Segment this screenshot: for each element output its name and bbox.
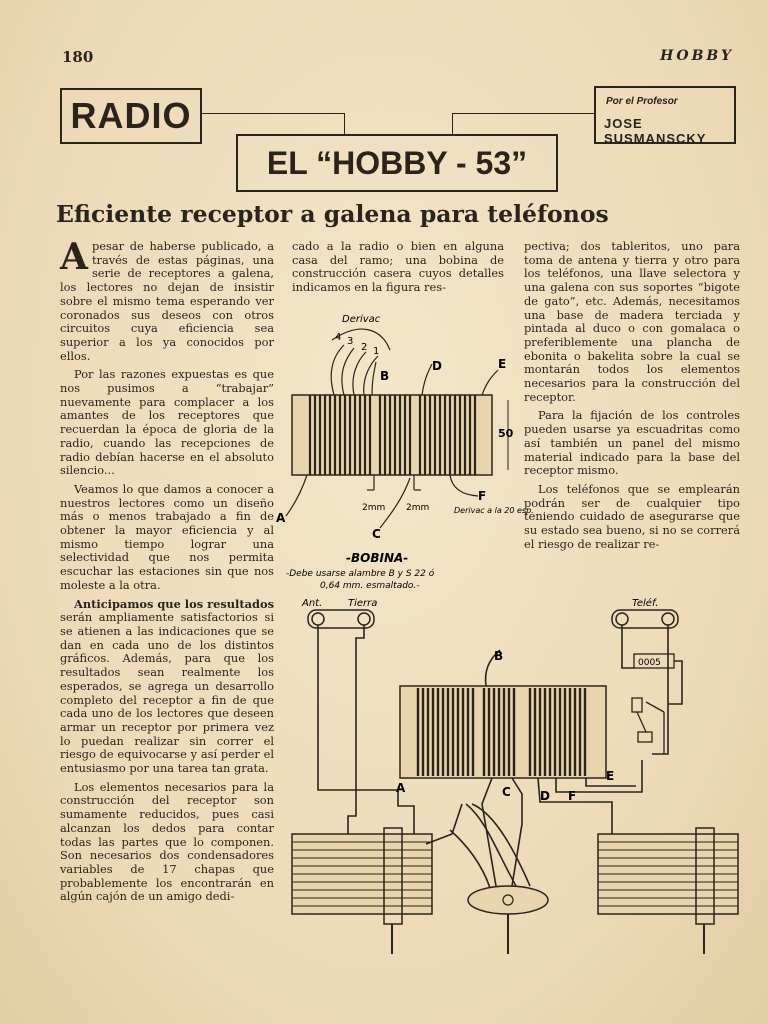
circuit-figure [286, 594, 748, 1018]
circuit-letter: A [396, 781, 406, 795]
coil-body [292, 395, 492, 475]
circuit-letter: D [540, 789, 550, 803]
tap-number: 1 [373, 346, 380, 357]
bold-lead: Anticipamos que los resultados [74, 596, 274, 611]
tap-number: 4 [335, 332, 342, 343]
paragraph: Los elementos necesarios para la construcción del receptor son sumamente reducidos, pues casi alcanzan los dedos para contar todas las partes que lo componen. Son necesarios dos condensadores variables de 17 chapas que probablemente los encontrarán en algún cajón de un amigo dedi- [60, 779, 274, 904]
article-title: EL “HOBBY - 53” [266, 145, 528, 181]
paragraph: Para la fijación de los controles pueden usarse ya escuadritas como así también un panel del mismo material indicado para la base del receptor mismo. [524, 408, 740, 478]
coil-caption-line: -Debe usarse alambre B y S 22 ó [286, 569, 435, 579]
section-label-box [60, 88, 202, 144]
gap-label: 2mm [362, 503, 386, 513]
page-number: 180 [62, 48, 94, 66]
running-head: HOBBY [660, 48, 734, 64]
tierra-label: Tierra [348, 598, 378, 609]
paragraph: pectiva; dos tableritos, uno para toma de antena y tierra y otro para los teléfonos, una llave selectora y una galena con sus soportes “bigote de gato”, etc. Además, necesitamos una base de madera terciada y pintada al duco o con gomalaca o preferiblemente una plancha de ebonita o bakelita sobre la cual se montarán todos los elementos necesarios para la construcción del receptor. [524, 239, 740, 404]
variable-capacitor-left [292, 828, 432, 954]
circuit-letter: C [502, 785, 511, 799]
author-name: JOSE SUSMANSCKY [604, 116, 707, 146]
paragraph: Por las razones expuestas es que nos pusimos a “trabajar” nuevamente para complacer a los amantes de los receptores que recuerdan la época de gloria de la radio, cuando las recepciones de radio debían hacerse en el absoluto silencio... [60, 367, 274, 478]
circuit-coil [400, 686, 606, 778]
title-box [236, 134, 558, 192]
author-box [594, 86, 736, 144]
ant-label: Ant. [302, 598, 323, 609]
condenser-label: 0005 [638, 658, 661, 668]
coil-letter: D [432, 359, 442, 373]
author-prefix: Por el Profesor [606, 96, 678, 107]
derivac-label: Derivac [342, 314, 381, 325]
section-label: RADIO [70, 95, 192, 136]
connector-right [452, 113, 595, 134]
coil-caption-title: -BOBINA- [346, 551, 409, 565]
text-column-2 [292, 240, 504, 300]
text-column-1 [60, 236, 274, 909]
paragraph: Los teléfonos que se emplearán podrán ser de cualquier tipo teniendo cuidado de asegurarse que su estado sea bueno, si no se correrá el riesgo de realizar re- [524, 481, 740, 551]
circuit-letter: E [606, 769, 615, 783]
gap-label: 2mm [406, 503, 430, 513]
coil-letter: C [372, 527, 381, 541]
dimension-label: 50 [498, 427, 514, 440]
circuit-letter: F [568, 789, 577, 803]
coil-letter: E [498, 357, 507, 371]
derivac-note: Derivac a la 20 esp. [454, 506, 534, 515]
crystal-detector [632, 698, 664, 754]
paragraph: Anticipamos que los resultados serán ampliamente satisfactorios si se atienen a las indicaciones que se dan en cada uno de los distintos gráficos. Además, para que los resultados sean realmente los esperados, se agrega un desarrollo completo del receptor a fin de que cada uno de los lectores que deseen armar un receptor por primera vez lo puedan realizar sin correr el riesgo de equivocarse y así perder el entusiasmo por una tarea tan grata. [60, 596, 274, 776]
variable-capacitor-right [598, 828, 738, 954]
drop-cap: A [60, 236, 88, 278]
coil-letter: A [276, 511, 286, 525]
coil-dimension [498, 400, 514, 470]
text-column-3 [524, 240, 740, 556]
coil-figure [272, 300, 534, 591]
headline: Eficiente receptor a galena para teléfonos [56, 200, 609, 228]
selector-switch [468, 886, 548, 954]
coil-letter: F [478, 489, 487, 503]
tap-number: 3 [347, 336, 354, 347]
coil-caption-line: 0,64 mm. esmaltado.- [320, 581, 420, 591]
paragraph: Veamos lo que damos a conocer a nuestros lectores como un diseño más o menos trabajado a fin de obtener la mayor eficiencia y al mismo tiempo lograr una selectividad que nos permita escuchar las estaciones sin que nos moleste a la otra. [60, 481, 274, 592]
coil-letter: B [380, 369, 390, 383]
tap-number: 2 [361, 342, 368, 353]
paragraph: cado a la radio o bien en alguna casa del ramo; una bobina de construcción casera cuyos detalles indicamos en la figura res- [292, 239, 504, 295]
telef-label: Teléf. [632, 598, 659, 609]
circuit-letter: B [494, 649, 504, 663]
paragraph: Apesar de haberse publicado, a través de estas páginas, una serie de receptores a galena, los lectores no dejan de insistir sobre el mismo tema esperando ver coronados sus deseos con otros circuitos cuya eficiencia sea superior a los ya conocidos por ellos. [60, 236, 274, 363]
connector-left [200, 113, 345, 134]
